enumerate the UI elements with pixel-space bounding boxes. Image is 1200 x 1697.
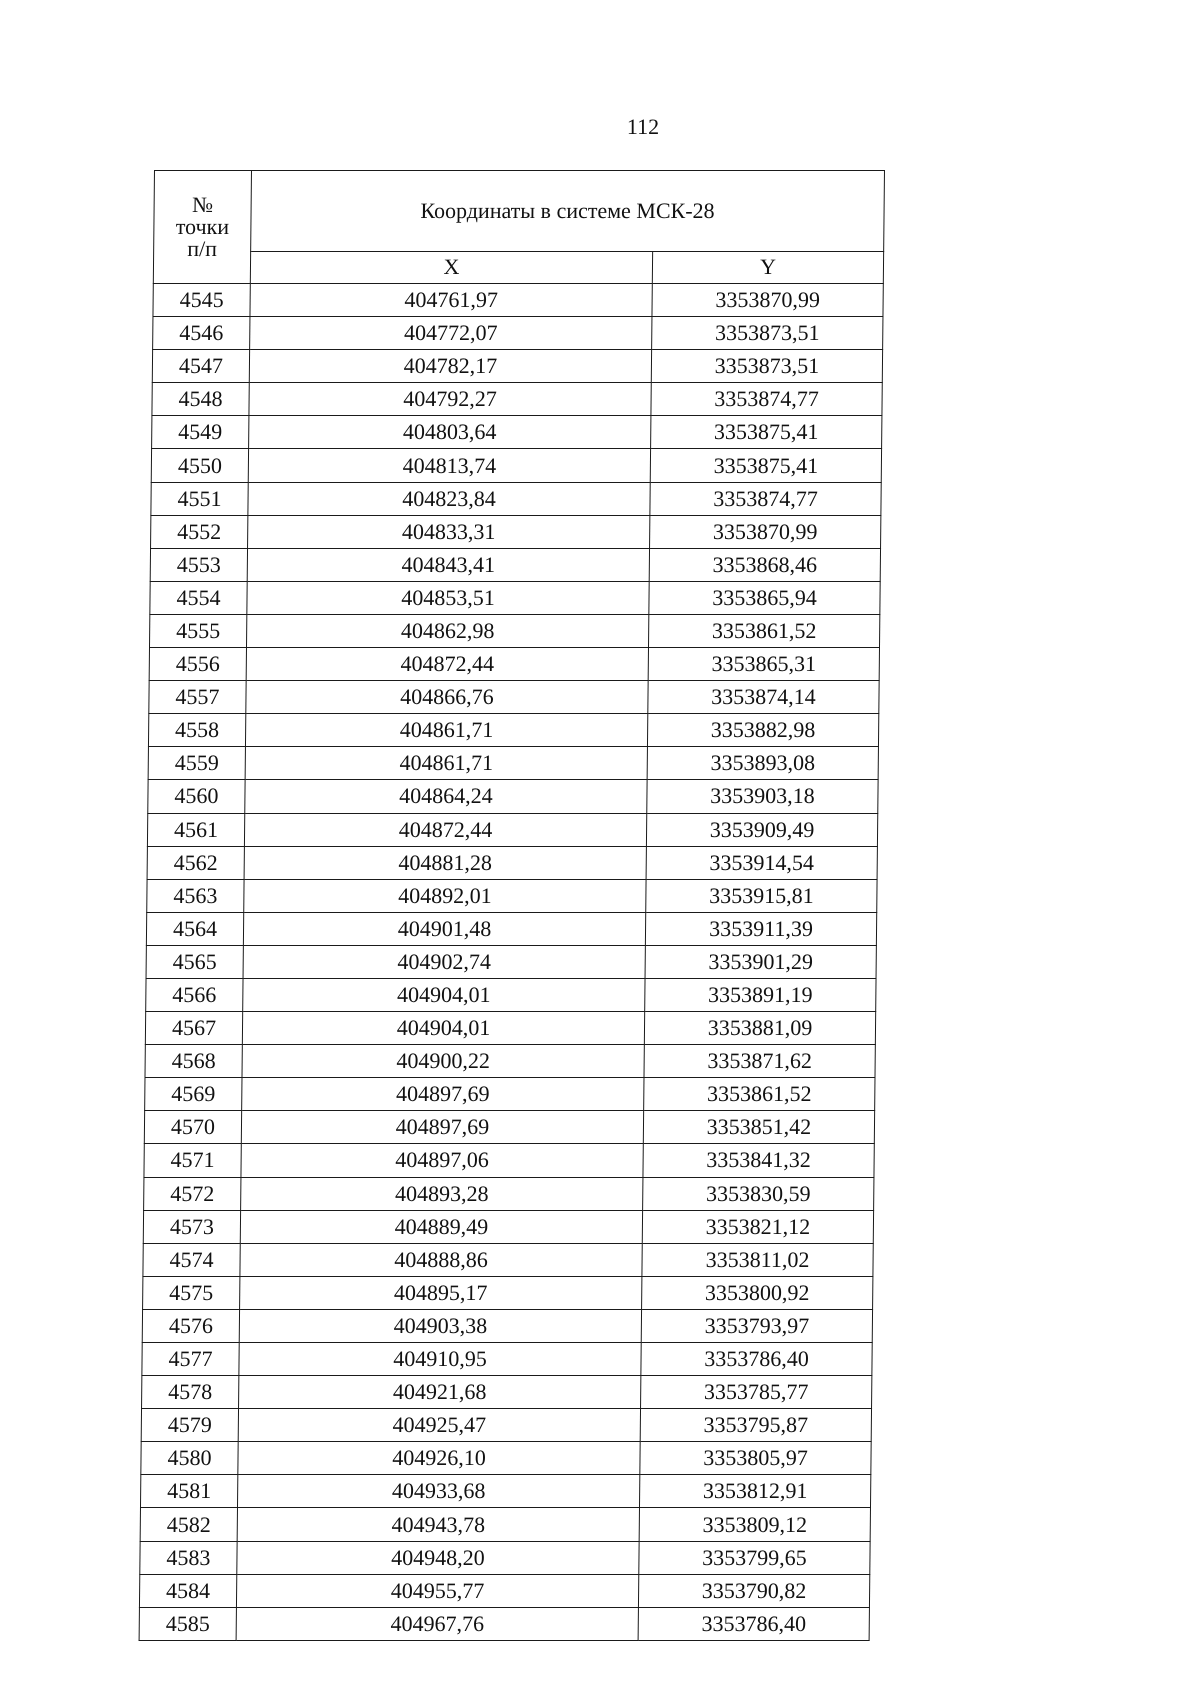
x-coordinate-cell: 404895,17 [240,1276,642,1309]
page-number: 112 [626,114,660,139]
x-coordinate-cell: 404853,51 [247,581,649,614]
y-coordinate-cell: 3353793,97 [641,1309,872,1342]
table-row [148,780,878,813]
y-coordinate-cell: 3353786,40 [638,1607,869,1640]
point-number-cell: 4568 [145,1045,242,1078]
y-coordinate-cell: 3353865,31 [648,648,879,681]
table-row [145,1045,875,1078]
table-row [149,681,879,714]
point-number-cell: 4581 [140,1475,237,1508]
y-coordinate-cell: 3353874,14 [648,681,879,714]
table-row [142,1376,872,1409]
table-row [147,879,877,912]
x-coordinate-cell: 404866,76 [246,681,648,714]
y-coordinate-cell: 3353865,94 [649,581,880,614]
point-number-cell: 4583 [140,1541,237,1574]
table-header [153,171,884,284]
point-number-cell: 4554 [150,581,247,614]
x-coordinate-cell: 404948,20 [237,1541,639,1574]
point-number-cell: 4567 [145,1012,242,1045]
coordinates-table [139,170,885,1641]
y-coordinate-cell: 3353915,81 [646,879,877,912]
table-row [149,648,879,681]
point-number-cell: 4574 [143,1243,240,1276]
y-coordinate-cell: 3353868,46 [649,548,880,581]
point-number-cell: 4550 [151,449,248,482]
table-row [144,1111,874,1144]
point-number-cell: 4552 [151,515,248,548]
point-number-cell: 4563 [147,879,244,912]
table-row [146,912,876,945]
point-number-cell: 4555 [149,614,246,647]
point-number-cell: 4557 [149,681,246,714]
x-coordinate-cell: 404967,76 [236,1607,638,1640]
x-coordinate-cell: 404872,44 [246,648,648,681]
point-number-cell: 4549 [152,416,249,449]
y-coordinate-cell: 3353799,65 [639,1541,870,1574]
y-coordinate-cell: 3353795,87 [640,1409,871,1442]
x-coordinate-cell: 404902,74 [243,945,645,978]
point-number-cell: 4577 [142,1343,239,1376]
point-number-cell: 4566 [146,978,243,1011]
x-coordinate-cell: 404933,68 [237,1475,639,1508]
table-row [152,416,882,449]
table-row [145,1078,875,1111]
point-number-cell: 4546 [153,317,250,350]
table-row [151,515,881,548]
table-row [146,978,876,1011]
table-row [146,945,876,978]
y-coordinate-cell: 3353874,77 [651,383,882,416]
x-coordinate-cell: 404813,74 [248,449,650,482]
x-coordinate-cell: 404901,48 [243,912,645,945]
y-coordinate-cell: 3353911,39 [645,912,876,945]
y-coordinate-cell: 3353841,32 [643,1144,874,1177]
point-number-cell: 4560 [148,780,245,813]
x-coordinate-cell: 404943,78 [237,1508,639,1541]
table-row [148,747,878,780]
y-coordinate-cell: 3353800,92 [642,1276,873,1309]
point-number-cell: 4570 [144,1111,241,1144]
table-row [147,813,877,846]
y-coordinate-cell: 3353909,49 [646,813,877,846]
table-row [152,383,882,416]
table-row [142,1309,872,1342]
table-row [141,1409,871,1442]
x-coordinate-cell: 404903,38 [239,1309,641,1342]
point-number-cell: 4559 [148,747,245,780]
table-row [145,1012,875,1045]
x-coordinate-cell: 404897,69 [241,1111,643,1144]
point-number-cell: 4548 [152,383,249,416]
y-coordinate-cell: 3353830,59 [643,1177,874,1210]
y-coordinate-cell: 3353870,99 [652,284,883,317]
y-coordinate-cell: 3353785,77 [641,1376,872,1409]
table-row [151,482,881,515]
x-coordinate-cell: 404782,17 [249,350,651,383]
point-number-cell: 4569 [145,1078,242,1111]
table-row [139,1607,869,1640]
point-number-cell: 4573 [143,1210,240,1243]
y-coordinate-cell: 3353875,41 [650,449,881,482]
point-number-cell: 4576 [142,1309,239,1342]
y-coordinate-cell: 3353901,29 [645,945,876,978]
x-coordinate-cell: 404803,64 [249,416,651,449]
point-number-header-label: № точки п/п [175,192,230,261]
point-number-cell: 4582 [140,1508,237,1541]
table-row [153,317,883,350]
table-row [151,449,881,482]
table-row [149,614,879,647]
y-coordinate-cell: 3353870,99 [650,515,881,548]
x-coordinate-cell: 404955,77 [236,1574,638,1607]
table-row [152,350,882,383]
y-coordinate-cell: 3353891,19 [645,978,876,1011]
x-coordinate-cell: 404897,06 [241,1144,643,1177]
point-number-cell: 4585 [139,1607,236,1640]
x-coordinate-cell: 404904,01 [243,978,645,1011]
point-number-cell: 4572 [144,1177,241,1210]
table-row [143,1243,873,1276]
table-row [148,714,878,747]
x-coordinate-cell: 404792,27 [249,383,651,416]
x-coordinate-cell: 404910,95 [239,1343,641,1376]
point-number-cell: 4580 [141,1442,238,1475]
x-coordinate-cell: 404897,69 [242,1078,644,1111]
point-number-cell: 4578 [142,1376,239,1409]
table-row [144,1144,874,1177]
x-coordinate-cell: 404926,10 [238,1442,640,1475]
coordinates-system-header: Координаты в системе МСК-28 [251,171,885,252]
point-number-cell: 4556 [149,648,246,681]
x-coordinate-cell: 404862,98 [246,614,648,647]
x-coordinate-cell: 404888,86 [240,1243,642,1276]
point-number-cell: 4558 [148,714,245,747]
table-row [140,1475,870,1508]
y-coordinate-cell: 3353809,12 [639,1508,870,1541]
y-coordinate-cell: 3353882,98 [647,714,878,747]
x-coordinate-cell: 404904,01 [242,1012,644,1045]
table-row [142,1343,872,1376]
point-number-cell: 4565 [146,945,243,978]
y-coordinate-cell: 3353861,52 [648,614,879,647]
x-coordinate-cell: 404921,68 [239,1376,641,1409]
x-coordinate-cell: 404892,01 [244,879,646,912]
x-coordinate-cell: 404861,71 [245,747,647,780]
point-number-cell: 4579 [141,1409,238,1442]
table-row [144,1177,874,1210]
point-number-header [153,171,251,284]
table-row [141,1442,871,1475]
y-coordinate-cell: 3353871,62 [644,1045,875,1078]
point-number-cell: 4551 [151,482,248,515]
y-column-header: Y [652,251,883,283]
y-coordinate-cell: 3353786,40 [641,1343,872,1376]
y-coordinate-cell: 3353812,91 [639,1475,870,1508]
table-row [143,1210,873,1243]
x-coordinate-cell: 404889,49 [240,1210,642,1243]
y-coordinate-cell: 3353874,77 [650,482,881,515]
y-coordinate-cell: 3353873,51 [651,350,882,383]
table-body [139,284,883,1641]
y-coordinate-cell: 3353811,02 [642,1243,873,1276]
y-coordinate-cell: 3353790,82 [638,1574,869,1607]
x-coordinate-cell: 404843,41 [247,548,649,581]
point-number-cell: 4561 [147,813,244,846]
point-number-cell: 4575 [143,1276,240,1309]
x-coordinate-cell: 404861,71 [245,714,647,747]
y-coordinate-cell: 3353903,18 [647,780,878,813]
point-number-cell: 4564 [146,912,243,945]
x-coordinate-cell: 404872,44 [244,813,646,846]
point-number-cell: 4547 [152,350,249,383]
point-number-cell: 4584 [139,1574,236,1607]
point-number-cell: 4545 [153,284,250,317]
x-coordinate-cell: 404925,47 [238,1409,640,1442]
table-row [140,1508,870,1541]
x-column-header: X [250,251,652,283]
x-coordinate-cell: 404893,28 [241,1177,643,1210]
x-coordinate-cell: 404761,97 [250,284,652,317]
table-row [140,1541,870,1574]
table-row [143,1276,873,1309]
x-coordinate-cell: 404900,22 [242,1045,644,1078]
x-coordinate-cell: 404823,84 [248,482,650,515]
y-coordinate-cell: 3353893,08 [647,747,878,780]
point-number-cell: 4571 [144,1144,241,1177]
x-coordinate-cell: 404881,28 [244,846,646,879]
x-coordinate-cell: 404833,31 [248,515,650,548]
y-coordinate-cell: 3353851,42 [643,1111,874,1144]
table-row [139,1574,869,1607]
y-coordinate-cell: 3353914,54 [646,846,877,879]
x-coordinate-cell: 404772,07 [250,317,652,350]
y-coordinate-cell: 3353805,97 [640,1442,871,1475]
table-row [150,581,880,614]
table-row [153,284,883,317]
table-row [147,846,877,879]
y-coordinate-cell: 3353861,52 [644,1078,875,1111]
point-number-cell: 4562 [147,846,244,879]
table-row [150,548,880,581]
y-coordinate-cell: 3353821,12 [642,1210,873,1243]
y-coordinate-cell: 3353881,09 [644,1012,875,1045]
point-number-cell: 4553 [150,548,247,581]
y-coordinate-cell: 3353873,51 [652,317,883,350]
y-coordinate-cell: 3353875,41 [651,416,882,449]
x-coordinate-cell: 404864,24 [245,780,647,813]
